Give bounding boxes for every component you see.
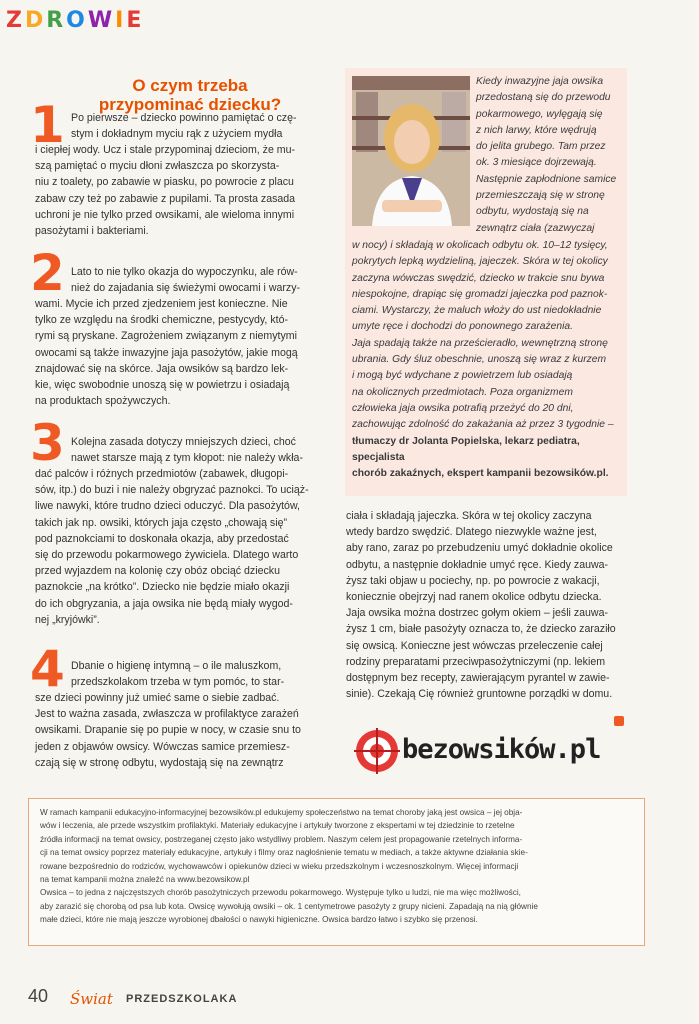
text-line: nież do zajadania się świeżymi owocami i warzy- bbox=[71, 282, 301, 295]
text-line: przedszkolakom trzeba w tym pomóc, to star- bbox=[71, 676, 285, 689]
text-line: paznokcie „na krótko”. Dziecko nie będzie miało okazji bbox=[35, 581, 290, 594]
quote-line: przedostaną się do przewodu bbox=[476, 92, 611, 104]
text-line: przed wyjazdem na kolonię czy obóz obciąć dziecku bbox=[35, 565, 280, 578]
quote-line: pokarmowego, wylęgają się bbox=[476, 108, 603, 120]
text-line: nawet starsze mają z tym kłopot: nie należy wkła- bbox=[71, 452, 303, 465]
section-tag-letter: I bbox=[115, 8, 127, 33]
title-line: O czym trzeba bbox=[132, 76, 248, 95]
info-line: wów i leczenia, ale przede wszystkim profilaktyki. Materiały edukacyjne i artykuły tworzone z ekspertami w tej dziedzinie to rzetelne bbox=[40, 821, 515, 831]
text-line: dostępnym bez recepty, zawierającym pyrantel w zawie- bbox=[346, 672, 610, 685]
quote-line: i mogą być wdychane z powietrzem lub osiadają bbox=[352, 370, 573, 382]
info-line: cji na temat owsicy poprzez materiały edukacyjne, artykuły i filmy oraz nagłośnienie tematu w mediach, a także aktywne działania skie- bbox=[40, 848, 528, 858]
text-line: wami. Mycie ich przed zjedzeniem jest konieczne. Nie bbox=[35, 298, 288, 310]
section-tag-letter: E bbox=[126, 8, 145, 33]
item-number: 2 bbox=[30, 244, 65, 302]
text-line: Po pierwsze – dziecko powinno pamiętać o czę- bbox=[71, 112, 297, 124]
item-number: 3 bbox=[30, 414, 65, 472]
magazine-brand-italic: Świat bbox=[70, 990, 113, 1008]
item-2-lines-b bbox=[35, 296, 328, 409]
item-number: 1 bbox=[30, 96, 65, 154]
section-tag-letter: Z bbox=[6, 8, 25, 33]
text-line: odbytu, a następnie dokładnie umyć ręce. Kiedy zauwa- bbox=[346, 558, 609, 571]
text-line: żysz taki objaw u pociechy, np. po powrocie z wakacji, bbox=[346, 574, 600, 587]
text-line: i ciepłej wody. Ucz i stale przypominaj dzieciom, że mu- bbox=[35, 144, 296, 156]
page-number: 40 bbox=[28, 986, 49, 1006]
item-2-lines-a bbox=[71, 264, 328, 296]
text-line: jeden z objawów owsicy. Wówczas samice przemiesz- bbox=[35, 740, 290, 753]
quote-line: Jaja spadają także na prześcieradło, wewnętrzną stronę bbox=[352, 337, 608, 349]
text-line: Lato to nie tylko okazja do wypoczynku, ale rów- bbox=[71, 266, 298, 278]
quote-line: ok. 3 miesiące dojrzewają. bbox=[476, 157, 597, 169]
right-column-text bbox=[346, 508, 628, 702]
text-line: sze dzieci powinny już umieć same o siebie zadbać. bbox=[35, 692, 280, 704]
text-line: się owsicą. Konieczne jest wówczas przeleczenie całej bbox=[346, 639, 603, 652]
quote-line: zachowując zdolność do zakażania aż przez 3 tygodnie – bbox=[352, 419, 614, 431]
text-line: dać palców i różnych przedmiotów (zabawek, długopi- bbox=[35, 468, 289, 480]
text-line: owsikami. Drapanie się po pupie w nocy, w czasie snu to bbox=[35, 724, 301, 737]
text-line: szą pamiętać o myciu dłoni zwłaszcza po skorzysta- bbox=[35, 160, 280, 173]
text-line: sinie). Czekają Cię również gruntowne porządki w domu. bbox=[346, 688, 613, 701]
text-line: Dbanie o higienę intymną – o ile maluszkom, bbox=[71, 660, 282, 672]
text-line: aby rano, zaraz po przebudzeniu umyć dokładnie okolice bbox=[346, 542, 613, 555]
text-line: uchroni je nie tylko przed owsikami, ale wieloma innymi bbox=[35, 208, 295, 221]
text-line: stym i dokładnym myciu rąk z użyciem mydła bbox=[71, 128, 283, 141]
text-line: wtedy bardzo swędzić. Dlatego niezwykle ważne jest, bbox=[346, 526, 597, 539]
text-line: niu z toalety, po zabawie w piasku, po powrocie z placu bbox=[35, 176, 294, 189]
quote-line: z nich larwy, które wędrują bbox=[476, 124, 597, 136]
text-line: nej „kryjówki”. bbox=[35, 613, 100, 626]
quote-line: niespokojne, drapiąc się gromadzi jajeczka pod paznok- bbox=[352, 288, 608, 300]
campaign-logo: bezowsików.pl bbox=[402, 734, 601, 765]
section-tag-letter: O bbox=[66, 8, 88, 33]
info-line: rowane bezpośrednio do rodziców, wychowawców i opiekunów dzieci w wieku przedszkolnym i wczesnoszkolnym. Więcej informacji bbox=[40, 861, 519, 871]
campaign-info-text bbox=[40, 806, 635, 927]
text-line: rymi są pryskane. Zagrożeniem związanym z niemytymi bbox=[35, 330, 297, 343]
info-line: na temat kampanii można znaleźć na www.bezowsikow.pl bbox=[40, 875, 250, 885]
text-line: Kolejna zasada dotyczy mniejszych dzieci, choć bbox=[71, 436, 296, 448]
text-line: Jaja owsika można dostrzec gołym okiem – jeśli zauwa- bbox=[346, 607, 609, 620]
text-line: znajdować się na skórce. Jaja owsików są bardzo lek- bbox=[35, 362, 289, 375]
item-3-lines-b bbox=[35, 466, 328, 628]
info-line: W ramach kampanii edukacyjno-informacyjnej bezowsików.pl edukujemy społeczeństwo na temat choroby jaką jest owsica – jej obja- bbox=[40, 808, 523, 817]
text-line: zabaw czy też po zabawie z pupilami. Ta prosta zasada bbox=[35, 192, 296, 205]
quote-line: ubrania. Gdy śluz obeschnie, unoszą się wraz z kurzem bbox=[352, 354, 607, 366]
info-line: aby zarazić się chorobą od psa lub kota. Owsicę wywołują owsiki – ok. 1 centymetrowe pasożyty z grupy nicieni. Zapadają na nią głównie bbox=[40, 901, 538, 911]
quote-line: w nocy) i składają w okolicach odbytu ok. 10–12 tysięcy, bbox=[352, 240, 608, 251]
item-4-lines-a bbox=[71, 658, 328, 690]
end-mark-icon bbox=[614, 716, 624, 726]
quote-line: przemieszczają się w stronę bbox=[476, 190, 605, 202]
item-4-lines-b bbox=[35, 690, 328, 771]
text-line: pod paznokciami to doskonała okazja, aby przedostać bbox=[35, 532, 289, 545]
text-line: się do przewodu pokarmowego żywiciela. Dlatego warto bbox=[35, 549, 299, 562]
doctor-portrait-icon bbox=[352, 76, 470, 226]
item-1-lines-a bbox=[71, 110, 328, 142]
text-line: owocami są także inwazyjne jaja pasożytów, jakie mogą bbox=[35, 346, 298, 359]
quote-line: ciami. Wystarczy, że maluch włoży do ust niedokładnie bbox=[352, 305, 602, 317]
mascot-icon bbox=[352, 728, 402, 779]
quote-line: do jelita grubego. Tam przez bbox=[476, 141, 606, 153]
quote-signature: chorób zakaźnych, ekspert kampanii bezowsików.pl. bbox=[352, 468, 609, 480]
text-line: rodziny preparatami przeciwpasożytniczymi (np. lekiem bbox=[346, 655, 606, 668]
text-line: tylko ze względu na środki chemiczne, pestycydy, któ- bbox=[35, 314, 288, 327]
expert-quote-top bbox=[476, 74, 626, 237]
quote-line: odbytu, wydostają się na bbox=[476, 206, 589, 218]
section-tag-letter: W bbox=[87, 8, 116, 33]
info-line: małe dzieci, które nie mają jeszcze wyrobionej dbałości o nawyki higieniczne. Owsica bardzo łatwo i szybko się przenosi. bbox=[40, 915, 478, 925]
text-line: Jest to ważna zasada, zwłaszcza w profilaktyce zarażeń bbox=[35, 708, 299, 721]
article-title bbox=[40, 76, 340, 114]
title-line: przypominać dziecku? bbox=[98, 95, 282, 114]
text-line: pasożytami i bakteriami. bbox=[35, 225, 149, 238]
text-line: liwe nawyki, które trudno dzieci oduczyć. Dla pasożytów, bbox=[35, 500, 300, 513]
quote-line: człowieka jaja owsika potrafią przeżyć do 20 dni, bbox=[352, 402, 574, 414]
item-1-lines-b bbox=[35, 142, 328, 239]
text-line: na produktach spożywczych. bbox=[35, 395, 171, 408]
text-line: sów, itp.) do buzi i nie należy obgryzać paznokci. To uciąż- bbox=[35, 484, 309, 497]
text-line: ciała i składają jajeczka. Skóra w tej okolicy zaczyna bbox=[346, 510, 592, 522]
quote-line: umyte ręce i dochodzi do ponownego zarażenia. bbox=[352, 321, 573, 333]
section-tag-letter: R bbox=[46, 8, 67, 33]
section-tag-letter: D bbox=[24, 8, 47, 33]
quote-line: Kiedy inwazyjne jaja owsika bbox=[476, 76, 604, 87]
text-line: takich jak np. owsiki, których jaja często „chowają się” bbox=[35, 516, 287, 529]
text-line: żysz 1 cm, białe pasożyty oznacza to, że dziecko zaraziło bbox=[346, 623, 616, 636]
quote-line: zaczyna wówczas swędzić, dziecko w trakcie snu bywa bbox=[352, 272, 605, 284]
text-line: czają się w stronę odbytu, wydostają się na zewnątrz bbox=[35, 756, 284, 769]
quote-line: Następnie zapłodnione samice bbox=[476, 173, 617, 185]
info-line: Owsica – to jedna z najczęstszych chorób pasożytniczych przewodu pokarmowego. Występuje tylko u ludzi, nie ma więc możliwości, bbox=[40, 888, 521, 898]
item-number: 4 bbox=[30, 640, 65, 698]
text-line: koniecznie obejrzyj nad ranem okolice odbytu dziecka. bbox=[346, 591, 602, 604]
text-line: kie, więc swobodnie unoszą się w powietrzu i osiadają bbox=[35, 379, 290, 392]
quote-line: na okolicznych przedmiotach. Poza organizmem bbox=[352, 386, 573, 398]
expert-quote-body bbox=[352, 238, 624, 482]
expert-photo bbox=[352, 76, 470, 226]
section-tag bbox=[6, 8, 144, 33]
quote-line: pokrytych lepką wydzieliną, jajeczek. Skóra w tej okolicy bbox=[352, 256, 608, 268]
magazine-brand-caps: PRZEDSZKOLAKA bbox=[126, 993, 238, 1005]
item-3-lines-a bbox=[71, 434, 328, 466]
quote-line: zewnątrz ciała (zazwyczaj bbox=[476, 222, 595, 234]
info-line: źródła informacji na temat owsicy, postrzeganej często jako wstydliwy problem. Naszym celem jest propagowanie rzetelnych informa- bbox=[40, 834, 523, 844]
text-line: do ich obgryzania, a jaja owsika nie będą miały wygod- bbox=[35, 597, 293, 610]
quote-signature: tłumaczy dr Jolanta Popielska, lekarz pediatra, specjalista bbox=[352, 435, 580, 463]
